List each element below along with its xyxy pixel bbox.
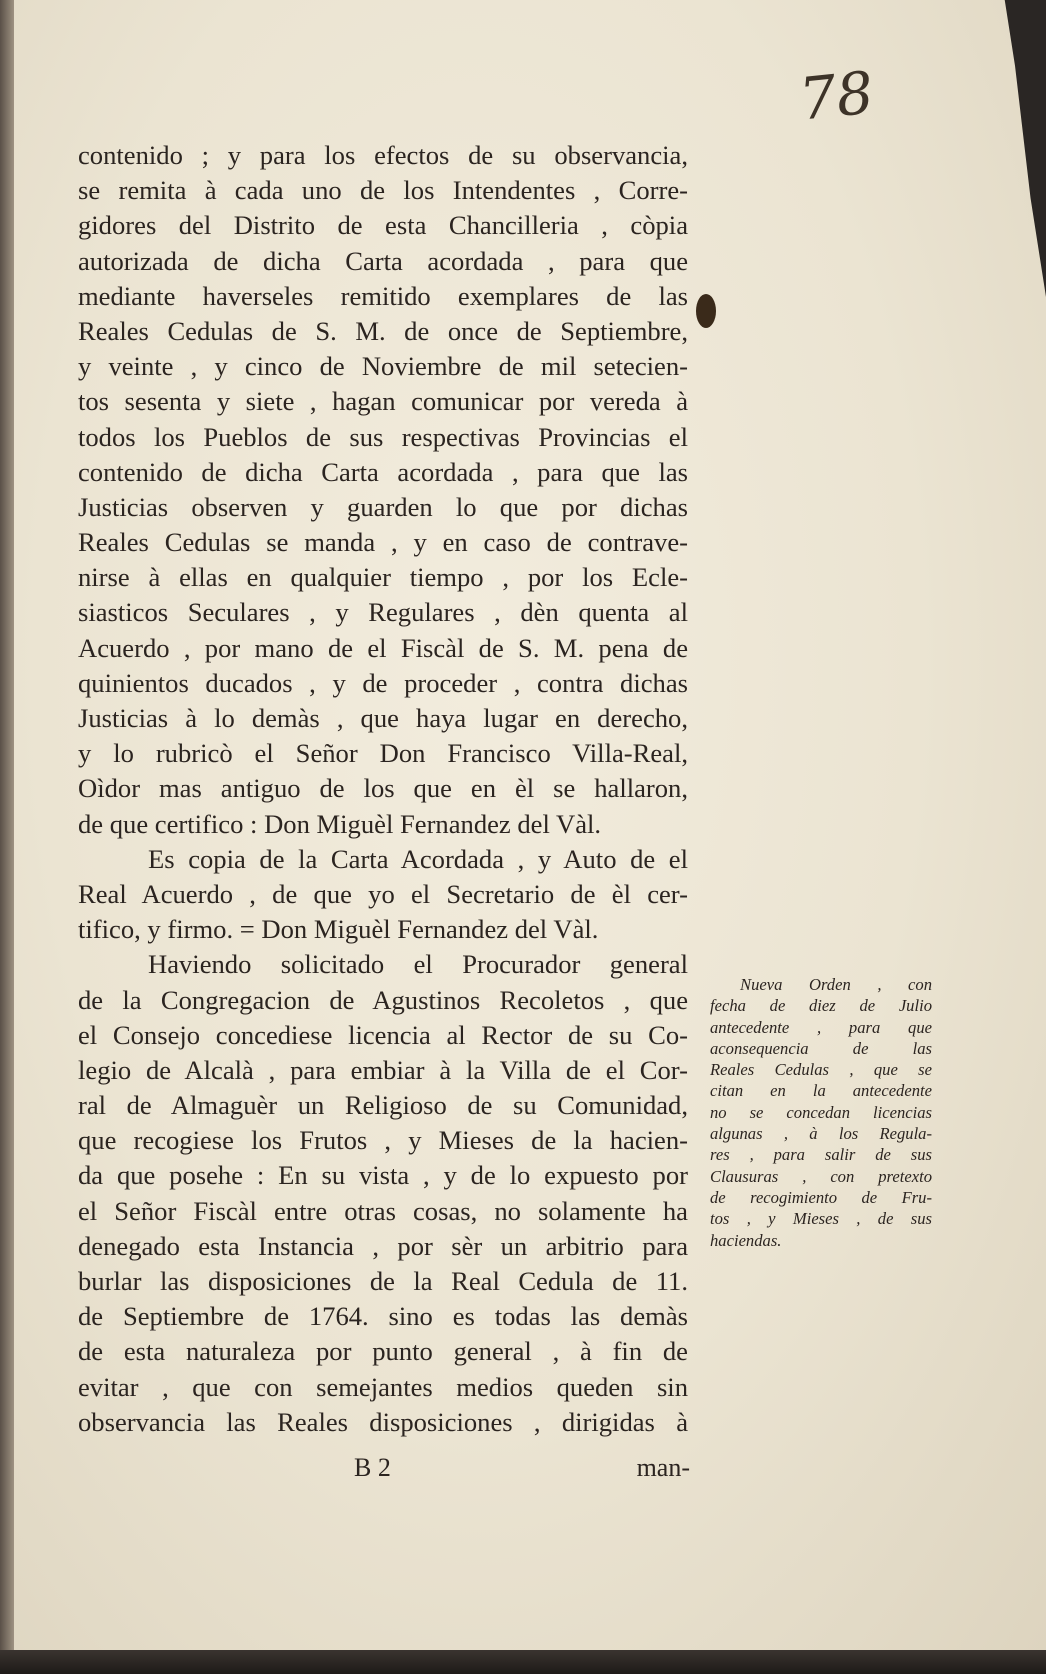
text-line: legio de Alcalà , para embiar à la Villa de el Cor-: [78, 1054, 688, 1085]
text-line: contenido ; y para los efectos de su observancia,: [78, 140, 688, 170]
margin-note-line: antecedente , para que: [710, 1017, 932, 1037]
text-line: que recogiese los Frutos , y Mieses de la hacien-: [78, 1125, 688, 1156]
page-footer: [78, 1453, 690, 1489]
text-line: de esta naturaleza por punto general , à fin de: [78, 1336, 688, 1367]
catchword: man-: [636, 1453, 690, 1482]
text-line: burlar las disposiciones de la Real Cedula de 11.: [78, 1266, 688, 1296]
margin-note-line: res , para salir de sus: [710, 1145, 932, 1165]
text-line: denegado esta Instancia , por sèr un arbitrio para: [78, 1230, 688, 1261]
signature-mark: B 2: [354, 1453, 391, 1482]
text-line: mediante haverseles remitido exemplares de las: [78, 280, 688, 311]
text-line: tos sesenta y siete , hagan comunicar por vereda à: [78, 386, 688, 417]
margin-note-line: de recogimiento de Fru-: [710, 1187, 932, 1207]
margin-note-line: Reales Cedulas , que se: [710, 1060, 932, 1080]
text-line: de que certifico : Don Miguèl Fernandez del Vàl.: [78, 808, 602, 839]
ink-stain: [696, 294, 716, 328]
text-line: ral de Almaguèr un Religioso de su Comunidad,: [78, 1090, 688, 1121]
margin-note-line: aconsequencia de las: [710, 1038, 932, 1058]
text-line: y veinte , y cinco de Noviembre de mil setecien-: [78, 351, 688, 382]
margin-note-line: tos , y Mieses , de sus: [710, 1209, 932, 1229]
margin-note: [710, 974, 932, 1251]
margin-note-line: Clausuras , con pretexto: [710, 1166, 932, 1186]
margin-note-line: algunas , à los Regula-: [710, 1124, 932, 1144]
text-line: el Consejo concediese licencia al Rector de su Co-: [78, 1019, 688, 1050]
text-line: Haviendo solicitado el Procurador general: [148, 949, 688, 980]
text-line: Oìdor mas antiguo de los que en èl se hallaron,: [78, 773, 688, 804]
text-line: se remita à cada uno de los Intendentes , Corre-: [78, 175, 688, 206]
text-line: gidores del Distrito de esta Chancilleria , còpia: [78, 210, 688, 241]
text-line: Reales Cedulas de S. M. de once de Septiembre,: [78, 315, 688, 346]
margin-note-line: no se concedan licencias: [710, 1102, 932, 1122]
text-line: Acuerdo , por mano de el Fiscàl de S. M. pena de: [78, 632, 688, 663]
text-line: quinientos ducados , y de proceder , contra dichas: [78, 667, 688, 698]
text-line: el Señor Fiscàl entre otras cosas, no solamente ha: [78, 1195, 688, 1226]
book-spine: [0, 0, 16, 1674]
text-line: de la Congregacion de Agustinos Recoletos , que: [78, 984, 688, 1015]
text-line: Reales Cedulas se manda , y en caso de contrave-: [78, 527, 688, 558]
text-line: observancia las Reales disposiciones , dirigidas à: [78, 1406, 688, 1437]
text-line: Real Acuerdo , de que yo el Secretario de èl cer-: [78, 878, 688, 909]
text-line: da que posehe : En su vista , y de lo expuesto por: [78, 1160, 688, 1191]
text-line: y lo rubricò el Señor Don Francisco Villa-Real,: [78, 738, 688, 769]
text-line: autorizada de dicha Carta acordada , para que: [78, 245, 688, 276]
margin-note-line: citan en la antecedente: [710, 1081, 932, 1101]
scan-bottom-edge: [0, 1650, 1046, 1674]
text-line: tifico, y firmo. = Don Miguèl Fernandez del Vàl.: [78, 914, 599, 945]
handwritten-folio-number: 78: [796, 58, 877, 134]
margin-note-line: Nueva Orden , con: [740, 975, 932, 994]
main-text-column: [78, 138, 688, 1440]
margin-note-line: haciendas.: [710, 1230, 782, 1250]
text-line: todos los Pueblos de sus respectivas Provincias el: [78, 421, 688, 452]
text-line: de Septiembre de 1764. sino es todas las demàs: [78, 1301, 688, 1332]
text-line: siasticos Seculares , y Regulares , dèn quenta al: [78, 597, 688, 628]
margin-note-line: fecha de diez de Julio: [710, 996, 932, 1016]
text-line: Es copia de la Carta Acordada , y Auto de el: [148, 843, 688, 874]
text-line: evitar , que con semejantes medios queden sin: [78, 1371, 688, 1402]
text-line: Justicias à lo demàs , que haya lugar en derecho,: [78, 703, 688, 733]
text-line: nirse à ellas en qualquier tiempo , por los Ecle-: [78, 562, 688, 593]
text-line: Justicias observen y guarden lo que por dichas: [78, 491, 688, 522]
text-line: contenido de dicha Carta acordada , para que las: [78, 456, 688, 487]
